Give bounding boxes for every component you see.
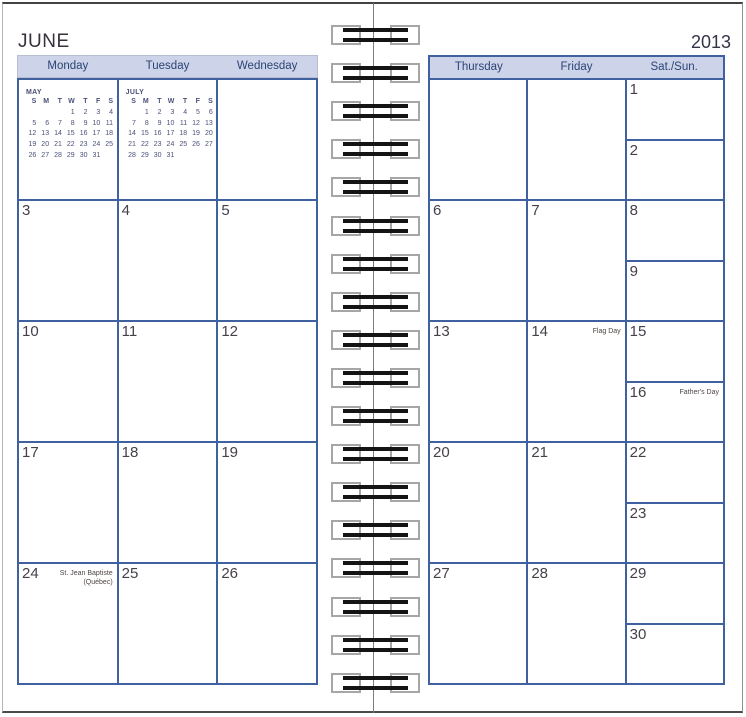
binding-ring (331, 25, 420, 45)
binding-ring (331, 216, 420, 236)
mini-dow: W (167, 98, 175, 105)
date-cell (218, 80, 316, 199)
binding-ring (331, 101, 420, 121)
date-number: 3 (22, 202, 31, 219)
mini-day (52, 108, 65, 119)
cell-head (430, 322, 526, 340)
date-number: 10 (22, 323, 39, 340)
date-number: 17 (22, 444, 39, 461)
mini-dow: T (83, 98, 88, 105)
mini-day: 2 (157, 108, 162, 116)
mini-calendar-week-row (26, 119, 116, 130)
date-cell-june-23 (627, 504, 723, 563)
binding-ring (331, 597, 420, 617)
mini-day: 5 (32, 119, 37, 127)
date-number: 25 (121, 565, 139, 582)
mini-day: 26 (192, 141, 200, 149)
cell-head (627, 443, 723, 461)
date-cell-empty (528, 80, 624, 199)
ring-bar-top (343, 638, 408, 642)
cell-head (528, 80, 624, 81)
day-header-monday: Monday (47, 60, 89, 72)
holiday-label (680, 384, 720, 398)
mini-day: 2 (83, 108, 88, 116)
mini-day: 3 (96, 108, 101, 116)
mini-dow: F (195, 98, 200, 105)
cell-head (528, 201, 624, 219)
date-cell-june-16 (627, 383, 723, 442)
right-calendar-grid (428, 78, 725, 685)
mini-calendar-week-row (126, 129, 216, 140)
holiday-label (60, 565, 114, 587)
date-number: 13 (433, 323, 450, 340)
binding-ring (331, 406, 420, 426)
day-header-wednesday: Wednesday (236, 60, 298, 72)
ring-bar-bottom (343, 648, 408, 652)
mini-day: 12 (192, 119, 200, 127)
cell-head (528, 443, 624, 461)
ring-bar-bottom (343, 343, 408, 347)
mini-day: 22 (140, 141, 149, 149)
date-number: 26 (221, 565, 239, 582)
mini-day: 18 (105, 130, 114, 138)
holiday-line: Flag Day (592, 328, 621, 335)
ring-bar-top (343, 523, 408, 527)
mini-dow: M (142, 98, 149, 105)
cell-head (430, 564, 526, 582)
cell-head (627, 201, 723, 219)
mini-day: 9 (83, 119, 88, 127)
date-cell-june-19 (218, 443, 316, 562)
mini-day: 24 (166, 141, 175, 149)
cell-head (627, 322, 723, 340)
mini-calendar-week-row (26, 140, 116, 151)
ring-bar-top (343, 333, 408, 337)
date-number: 7 (531, 202, 540, 219)
mini-day: 31 (166, 151, 175, 159)
mini-day: 21 (54, 141, 62, 149)
mini-dow: F (96, 98, 101, 105)
date-number: 11 (121, 323, 138, 340)
mini-dow: W (68, 98, 75, 105)
ring-bar-top (343, 257, 408, 261)
date-number: 29 (629, 565, 647, 582)
date-number: 21 (531, 444, 549, 461)
date-cell-june-26 (218, 564, 316, 683)
mini-dow: T (182, 98, 188, 105)
cell-head (627, 262, 723, 280)
right-day-header-band (428, 55, 725, 78)
satsun-split-cell (627, 322, 723, 441)
ring-bar-bottom (343, 267, 408, 271)
date-cell-june-30 (627, 625, 723, 684)
date-number: 6 (433, 202, 442, 219)
mini-calendar-title: JULY (125, 89, 145, 96)
date-cell-june-5 (218, 201, 316, 320)
mini-day: 20 (204, 130, 213, 138)
mini-day: 17 (92, 130, 101, 138)
page-title-month: JUNE (18, 31, 70, 52)
date-number: 20 (433, 444, 450, 461)
holiday-line: St. Jean Baptiste (59, 570, 113, 577)
cell-head (627, 504, 723, 522)
mini-day: 14 (54, 130, 62, 138)
mini-day: 28 (54, 151, 62, 159)
mini-day: 15 (66, 130, 75, 138)
date-number: 16 (629, 383, 647, 401)
date-number: 19 (221, 444, 239, 461)
mini-dow: T (157, 98, 162, 105)
mini-day: 1 (70, 108, 75, 116)
date-number: 2 (629, 141, 638, 159)
date-cell-june-20 (430, 443, 526, 562)
cell-head (19, 322, 117, 340)
cell-head (627, 625, 723, 643)
ring-bar-top (343, 28, 408, 32)
right-page (428, 55, 725, 685)
ring-bar-bottom (343, 610, 408, 614)
binding-ring (331, 254, 420, 274)
day-header-thursday: Thursday (454, 61, 503, 73)
date-cell-june-22 (627, 443, 723, 504)
mini-day: 14 (128, 130, 136, 138)
ring-bar-bottom (343, 686, 408, 690)
mini-day: 7 (132, 119, 136, 127)
mini-day: 15 (140, 130, 149, 138)
mini-day: 16 (79, 130, 88, 138)
satsun-split-cell (627, 564, 723, 683)
mini-calendar-week-row (126, 140, 216, 151)
date-number: 5 (221, 202, 230, 219)
mini-day: 4 (183, 108, 188, 116)
binding-ring (331, 63, 420, 83)
ring-bar-bottom (343, 457, 408, 461)
cell-head (430, 80, 526, 81)
date-cell (119, 80, 217, 199)
satsun-split-cell (627, 80, 723, 199)
ring-bar-bottom (343, 229, 408, 233)
satsun-split-cell (627, 201, 723, 320)
binding-ring (331, 520, 420, 540)
cell-head (119, 201, 217, 219)
mini-day: 25 (179, 141, 188, 149)
cell-head (528, 322, 624, 340)
date-cell-june-28 (528, 564, 624, 683)
mini-day: 10 (166, 119, 175, 127)
ring-bar-bottom (343, 495, 408, 499)
mini-dow: S (131, 98, 136, 105)
date-cell-june-2 (627, 141, 723, 200)
ring-bar-top (343, 676, 408, 680)
mini-day: 13 (41, 130, 50, 138)
binding-ring (331, 635, 420, 655)
date-number: 23 (629, 504, 647, 522)
date-number: 27 (433, 565, 450, 582)
mini-day: 30 (79, 151, 88, 159)
mini-day: 26 (28, 151, 37, 159)
date-number: 28 (531, 565, 549, 582)
date-cell-june-10 (19, 322, 117, 441)
binding-ring (331, 139, 420, 159)
date-cell-june-6 (430, 201, 526, 320)
left-calendar-grid (17, 78, 318, 685)
date-cell-june-25 (119, 564, 217, 683)
ring-bar-bottom (343, 114, 408, 118)
mini-day (39, 108, 52, 119)
mini-day: 21 (128, 141, 136, 149)
mini-dow: S (31, 98, 37, 105)
ring-bar-top (343, 104, 408, 108)
mini-day (190, 151, 203, 162)
left-page (17, 55, 318, 685)
date-cell-june-15 (627, 322, 723, 383)
date-cell-june-14 (528, 322, 624, 441)
date-number: 24 (22, 565, 39, 582)
date-number: 30 (629, 625, 647, 643)
date-cell-june-13 (430, 322, 526, 441)
cell-head (627, 80, 723, 98)
mini-day: 20 (41, 141, 50, 149)
mini-calendar-july (126, 88, 216, 162)
date-cell-june-27 (430, 564, 526, 683)
cell-head (627, 564, 723, 582)
mini-day: 9 (157, 119, 162, 127)
mini-day: 25 (105, 141, 114, 149)
cell-head (119, 564, 217, 582)
ring-bar-top (343, 561, 408, 565)
mini-day: 1 (144, 108, 149, 116)
ring-bar-bottom (343, 571, 408, 575)
date-cell-june-7 (528, 201, 624, 320)
date-number: 18 (121, 444, 139, 461)
cell-head (19, 564, 117, 587)
ring-bar-bottom (343, 305, 408, 309)
mini-day: 28 (128, 151, 136, 159)
binding-ring (331, 482, 420, 502)
date-number: 4 (121, 202, 130, 219)
mini-calendar-dow-row (26, 97, 116, 108)
mini-day: 18 (179, 130, 188, 138)
mini-day: 4 (109, 108, 114, 116)
mini-day: 8 (144, 119, 149, 127)
date-number: 1 (629, 81, 638, 98)
ring-bar-top (343, 600, 408, 604)
mini-day (103, 151, 116, 162)
cell-head (430, 201, 526, 219)
mini-day: 24 (92, 141, 101, 149)
ring-bar-bottom (343, 381, 408, 385)
mini-dow: M (43, 98, 50, 105)
cell-head (528, 564, 624, 582)
mini-day: 30 (153, 151, 162, 159)
date-cell (19, 80, 117, 199)
mini-day: 19 (192, 130, 200, 138)
date-cell-june-11 (119, 322, 217, 441)
mini-calendar-week-row (26, 129, 116, 140)
mini-day: 8 (70, 119, 75, 127)
ring-bar-top (343, 447, 408, 451)
mini-day (177, 151, 190, 162)
mini-day (126, 108, 139, 119)
cell-head (218, 201, 316, 219)
ring-bar-top (343, 142, 408, 146)
cell-head (218, 443, 316, 461)
ring-bar-bottom (343, 419, 408, 423)
date-cell-june-3 (19, 201, 117, 320)
mini-day: 6 (45, 119, 50, 127)
mini-day: 7 (57, 119, 62, 127)
cell-head (19, 201, 117, 219)
ring-bar-top (343, 219, 408, 223)
holiday-line: (Québec) (83, 578, 113, 586)
binding-ring (331, 177, 420, 197)
ring-bar-top (343, 485, 408, 489)
mini-day: 11 (179, 119, 188, 127)
date-number: 15 (629, 323, 647, 340)
mini-day: 13 (204, 119, 213, 127)
cell-head (218, 322, 316, 340)
ring-bar-bottom (343, 152, 408, 156)
date-number: 12 (221, 323, 239, 340)
page-title-year: 2013 (690, 32, 731, 52)
date-cell-june-12 (218, 322, 316, 441)
cell-head (119, 443, 217, 461)
cell-head (627, 141, 723, 159)
ring-bar-bottom (343, 190, 408, 194)
mini-calendar-week-row (126, 108, 216, 119)
date-cell-june-9 (627, 262, 723, 321)
binding-ring (331, 673, 420, 693)
mini-calendar-week-row (126, 151, 216, 162)
binding-ring (331, 292, 420, 312)
ring-bar-top (343, 409, 408, 413)
binding-ring (331, 368, 420, 388)
mini-day: 12 (28, 130, 37, 138)
date-cell-june-18 (119, 443, 217, 562)
cell-head (430, 443, 526, 461)
binding-ring (331, 444, 420, 464)
mini-day: 23 (79, 141, 88, 149)
mini-day: 31 (92, 151, 101, 159)
mini-day: 27 (41, 151, 50, 159)
date-cell-empty (430, 80, 526, 199)
date-cell-june-17 (19, 443, 117, 562)
day-header-tuesday: Tuesday (145, 60, 190, 72)
cell-head (19, 443, 117, 461)
left-day-header-band (17, 55, 318, 78)
mini-day: 3 (170, 108, 175, 116)
mini-dow: S (208, 98, 213, 105)
mini-calendar-week-row (26, 108, 116, 119)
date-cell-june-4 (119, 201, 217, 320)
mini-calendar-week-row (26, 151, 116, 162)
ring-bar-bottom (343, 38, 408, 42)
date-number: 14 (531, 323, 549, 340)
holiday-line: Father's Day (679, 388, 719, 396)
day-header-friday: Friday (560, 61, 593, 73)
binding-ring (331, 558, 420, 578)
date-number: 8 (629, 202, 638, 219)
holiday-label (593, 323, 622, 337)
mini-day: 27 (204, 141, 213, 149)
cell-head (119, 322, 217, 340)
date-cell-june-1 (627, 80, 723, 141)
mini-day (202, 151, 215, 162)
mini-day (26, 108, 39, 119)
ring-bar-bottom (343, 76, 408, 80)
date-number: 22 (629, 444, 647, 461)
satsun-split-cell (627, 443, 723, 562)
mini-calendar-week-row (126, 119, 216, 130)
ring-bar-bottom (343, 533, 408, 537)
date-cell-june-24 (19, 564, 117, 683)
mini-day: 29 (140, 151, 149, 159)
ring-bar-top (343, 371, 408, 375)
mini-day: 17 (166, 130, 175, 138)
date-cell-june-29 (627, 564, 723, 625)
mini-day: 23 (153, 141, 162, 149)
binding-ring (331, 330, 420, 350)
date-number: 9 (629, 262, 638, 280)
mini-calendar-title: MAY (26, 89, 42, 96)
ring-bar-top (343, 180, 408, 184)
mini-day: 19 (28, 141, 37, 149)
mini-dow: S (108, 98, 114, 105)
day-header-satsun: Sat./Sun. (650, 61, 698, 73)
ring-bar-top (343, 66, 408, 70)
mini-dow: T (57, 98, 62, 105)
mini-day: 11 (105, 119, 114, 127)
ring-bar-top (343, 295, 408, 299)
mini-day: 6 (208, 108, 213, 116)
date-cell-june-8 (627, 201, 723, 262)
mini-day: 16 (153, 130, 162, 138)
mini-day: 10 (92, 119, 101, 127)
mini-day: 29 (66, 151, 75, 159)
mini-day: 5 (196, 108, 200, 116)
mini-day: 22 (66, 141, 75, 149)
cell-head (218, 564, 316, 582)
mini-calendar-may (26, 88, 116, 162)
cell-head (627, 383, 723, 401)
mini-calendar-dow-row (126, 97, 216, 108)
date-cell-june-21 (528, 443, 624, 562)
